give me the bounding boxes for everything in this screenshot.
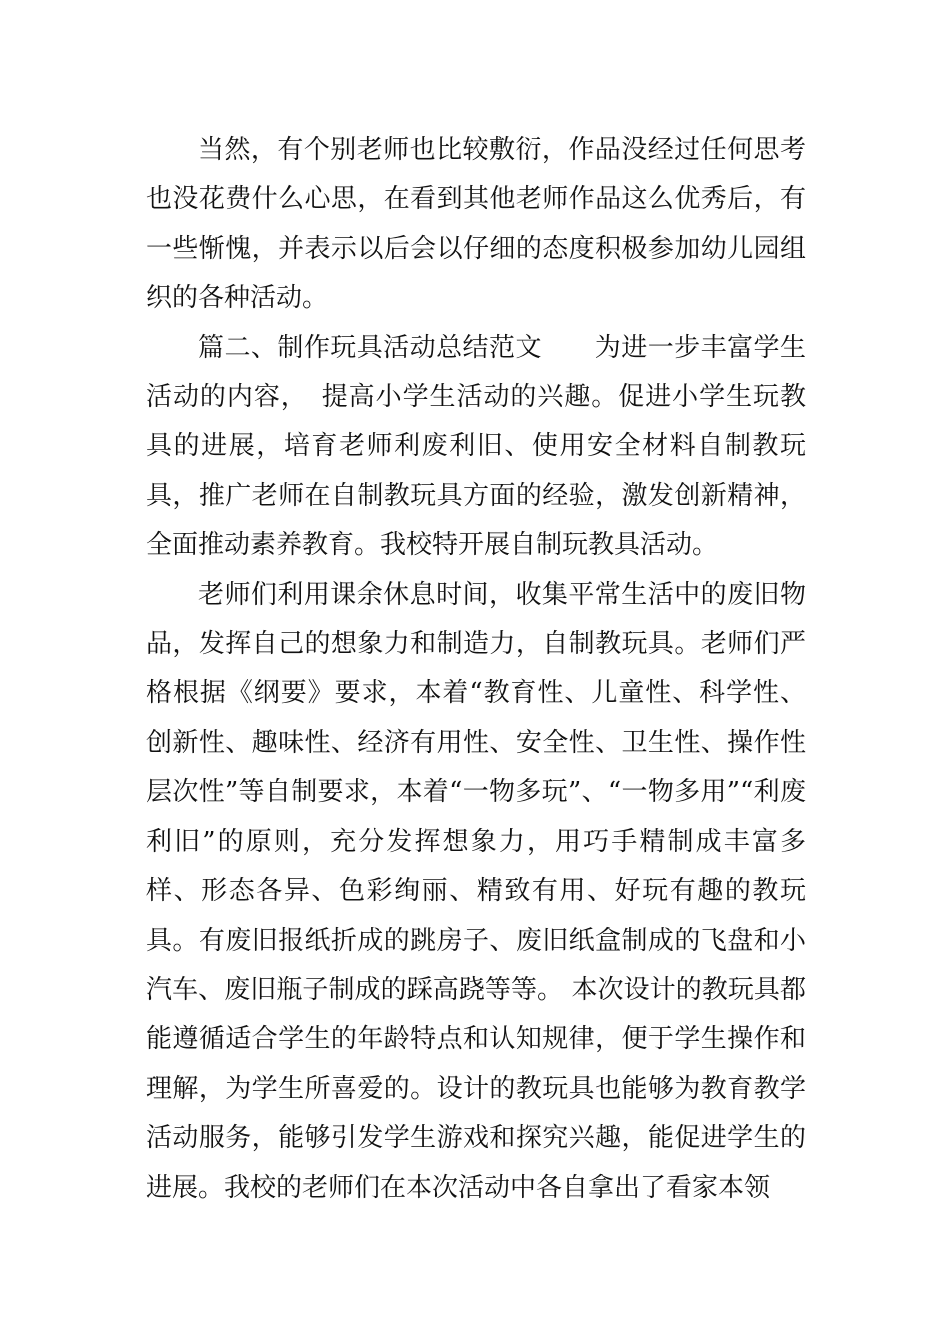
document-body	[146, 126, 806, 1213]
paragraph-2: 篇二、制作玩具活动总结范文 为进一步丰富学生活动的内容， 提高小学生活动的兴趣。促进小学生玩教具的进展，培育老师利废利旧、使用安全材料自制教玩具，推广老师在自制教玩具方面的经验，激发创新精神，全面推动素养教育。我校特开展自制玩教具活动。	[146, 332, 806, 561]
paragraph-3: 老师们利用课余休息时间，收集平常生活中的废旧物品，发挥自己的想象力和制造力，自制教玩具。老师们严格根据《纲要》要求，本着“教育性、儿童性、科学性、创新性、趣味性、经济有用性、安全性、卫生性、操作性层次性”等自制要求，本着“一物多玩”、“一物多用”“利废利旧”的原则，充分发挥想象力，用巧手精制成丰富多样、形态各异、色彩绚丽、精致有用、好玩有趣的教玩具。有废旧报纸折成的跳房子、废旧纸盒制成的飞盘和小汽车、废旧瓶子制成的踩高跷等等。 本次设计的教玩具都能遵循适合学生的年龄特点和认知规律，便于学生操作和理解，为学生所喜爱的。设计的教玩具也能够为教育教学活动服务，能够引发学生游戏和探究兴趣，能促进学生的进展。我校的老师们在本次活动中各自拿出了看家本领	[146, 579, 806, 1203]
paragraph-1: 当然，有个别老师也比较敷衍，作品没经过任何思考也没花费什么心思，在看到其他老师作品这么优秀后，有一些惭愧，并表示以后会以仔细的态度积极参加幼儿园组织的各种活动。	[146, 135, 806, 314]
